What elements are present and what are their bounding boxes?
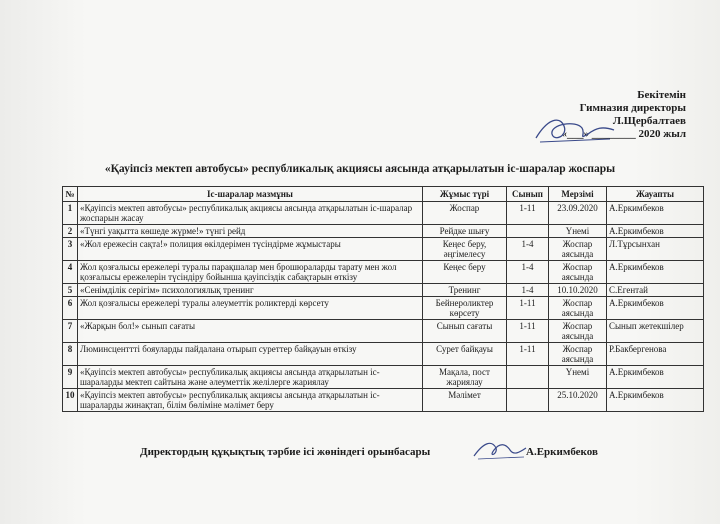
table-row (63, 225, 704, 238)
director-signature (530, 112, 620, 148)
deadline: Үнемі (549, 366, 607, 389)
responsible: А.Еркимбеков (607, 389, 704, 412)
work-type: Сынып сағаты (423, 320, 507, 343)
event-content: «Қауіпсіз мектеп автобусы» республикалық акциясы аясында атқарылатын іс-шаралар жоспарын жасау (78, 202, 423, 225)
responsible: С.Егентай (607, 284, 704, 297)
row-number: 3 (63, 238, 78, 261)
column-header: Жұмыс түрі (423, 187, 507, 202)
work-type: Сурет байқауы (423, 343, 507, 366)
responsible: А.Еркимбеков (607, 202, 704, 225)
table-row (63, 261, 704, 284)
column-header: № (63, 187, 78, 202)
row-number: 1 (63, 202, 78, 225)
event-content: Люминсценттті бояуларды пайдалана отырып суреттер байқауын өткізу (78, 343, 423, 366)
event-content: «Қауіпсіз мектеп автобусы» республикалық акциясы аясында атқарылатын іс-шараларды мектеп сайтына және әлеуметтік желілерге жариялау (78, 366, 423, 389)
table-header-row (63, 187, 704, 202)
signatory-position: Директордың құқықтық тәрбие ісі жөніндегі орынбасары (140, 446, 431, 458)
responsible: Р.Бакбергенова (607, 343, 704, 366)
deadline: Жоспар аясында (549, 343, 607, 366)
grade: 1-11 (507, 320, 549, 343)
approval-line-3: Л.Щербалтаев (612, 115, 686, 127)
grade: 1-11 (507, 202, 549, 225)
responsible: А.Еркимбеков (607, 366, 704, 389)
row-number: 9 (63, 366, 78, 389)
approval-line-1: Бекітемін (637, 89, 686, 101)
grade: 1-4 (507, 284, 549, 297)
table-row (63, 366, 704, 389)
deadline: Жоспар аясында (549, 261, 607, 284)
table-row (63, 297, 704, 320)
deadline: 10.10.2020 (549, 284, 607, 297)
event-content: «Түнгі уақытта көшеде жүрме!» түнгі рейд (78, 225, 423, 238)
event-content: Жол қозғалысы ережелері туралы парақшалар мен брошюраларды тарату мен жол қозғалысы ережелерін түсіндіру бойынша қауіпсіздік сабақтарын өткізу (78, 261, 423, 284)
row-number: 4 (63, 261, 78, 284)
deadline: 23.09.2020 (549, 202, 607, 225)
grade: 1-11 (507, 343, 549, 366)
grade (507, 389, 549, 412)
table-row (63, 389, 704, 412)
event-content: «Жарқын бол!» сынып сағаты (78, 320, 423, 343)
column-header: Сынып (507, 187, 549, 202)
work-type: Мақала, пост жариялау (423, 366, 507, 389)
event-content: «Қауіпсіз мектеп автобусы» республикалық акциясы аясында атқарылатын іс-шараларды жинақтап, білім бөліміне мәлімет беру (78, 389, 423, 412)
event-content: «Жол ережесін сақта!» полиция өкілдерімен түсіндірме жұмыстары (78, 238, 423, 261)
column-header: Іс-шаралар мазмұны (78, 187, 423, 202)
grade: 1-4 (507, 261, 549, 284)
table-row (63, 238, 704, 261)
column-header: Мерзімі (549, 187, 607, 202)
responsible: А.Еркимбеков (607, 261, 704, 284)
work-type: Мәлімет (423, 389, 507, 412)
row-number: 6 (63, 297, 78, 320)
approval-line-2: Гимназия директоры (579, 102, 686, 114)
table-row (63, 284, 704, 297)
deadline: Жоспар аясында (549, 238, 607, 261)
work-type: Бейнероликтер көрсету (423, 297, 507, 320)
deadline: Үнемі (549, 225, 607, 238)
work-type: Кеңес беру (423, 261, 507, 284)
approval-line-4: «___» ________ 2020 жыл (561, 128, 686, 140)
column-header: Жауапты (607, 187, 704, 202)
signatory-block (140, 446, 640, 458)
grade (507, 366, 549, 389)
responsible: А.Еркимбеков (607, 297, 704, 320)
table-row (63, 202, 704, 225)
table-row (63, 320, 704, 343)
row-number: 10 (63, 389, 78, 412)
table-row (63, 343, 704, 366)
document-title: «Қауіпсіз мектеп автобусы» республикалық акциясы аясында атқарылатын іс-шаралар жоспары (104, 163, 616, 175)
event-content: «Сенімділік серігім» психологиялық тренинг (78, 284, 423, 297)
work-type: Тренинг (423, 284, 507, 297)
events-table (62, 186, 704, 412)
row-number: 2 (63, 225, 78, 238)
responsible: А.Еркимбеков (607, 225, 704, 238)
work-type: Кеңес беру, әңгімелесу (423, 238, 507, 261)
event-content: Жол қозғалысы ережелері туралы әлеуметтік роликтерді көрсету (78, 297, 423, 320)
deadline: 25.10.2020 (549, 389, 607, 412)
row-number: 5 (63, 284, 78, 297)
deadline: Жоспар аясында (549, 320, 607, 343)
work-type: Рейдке шығу (423, 225, 507, 238)
signatory-name: А.Еркимбеков (526, 446, 598, 458)
deputy-signature (470, 436, 530, 464)
responsible: Л.Тұрсынхан (607, 238, 704, 261)
responsible: Сынып жетекшілер (607, 320, 704, 343)
deadline: Жоспар аясында (549, 297, 607, 320)
grade: 1-4 (507, 238, 549, 261)
row-number: 8 (63, 343, 78, 366)
row-number: 7 (63, 320, 78, 343)
grade: 1-11 (507, 297, 549, 320)
grade (507, 225, 549, 238)
work-type: Жоспар (423, 202, 507, 225)
